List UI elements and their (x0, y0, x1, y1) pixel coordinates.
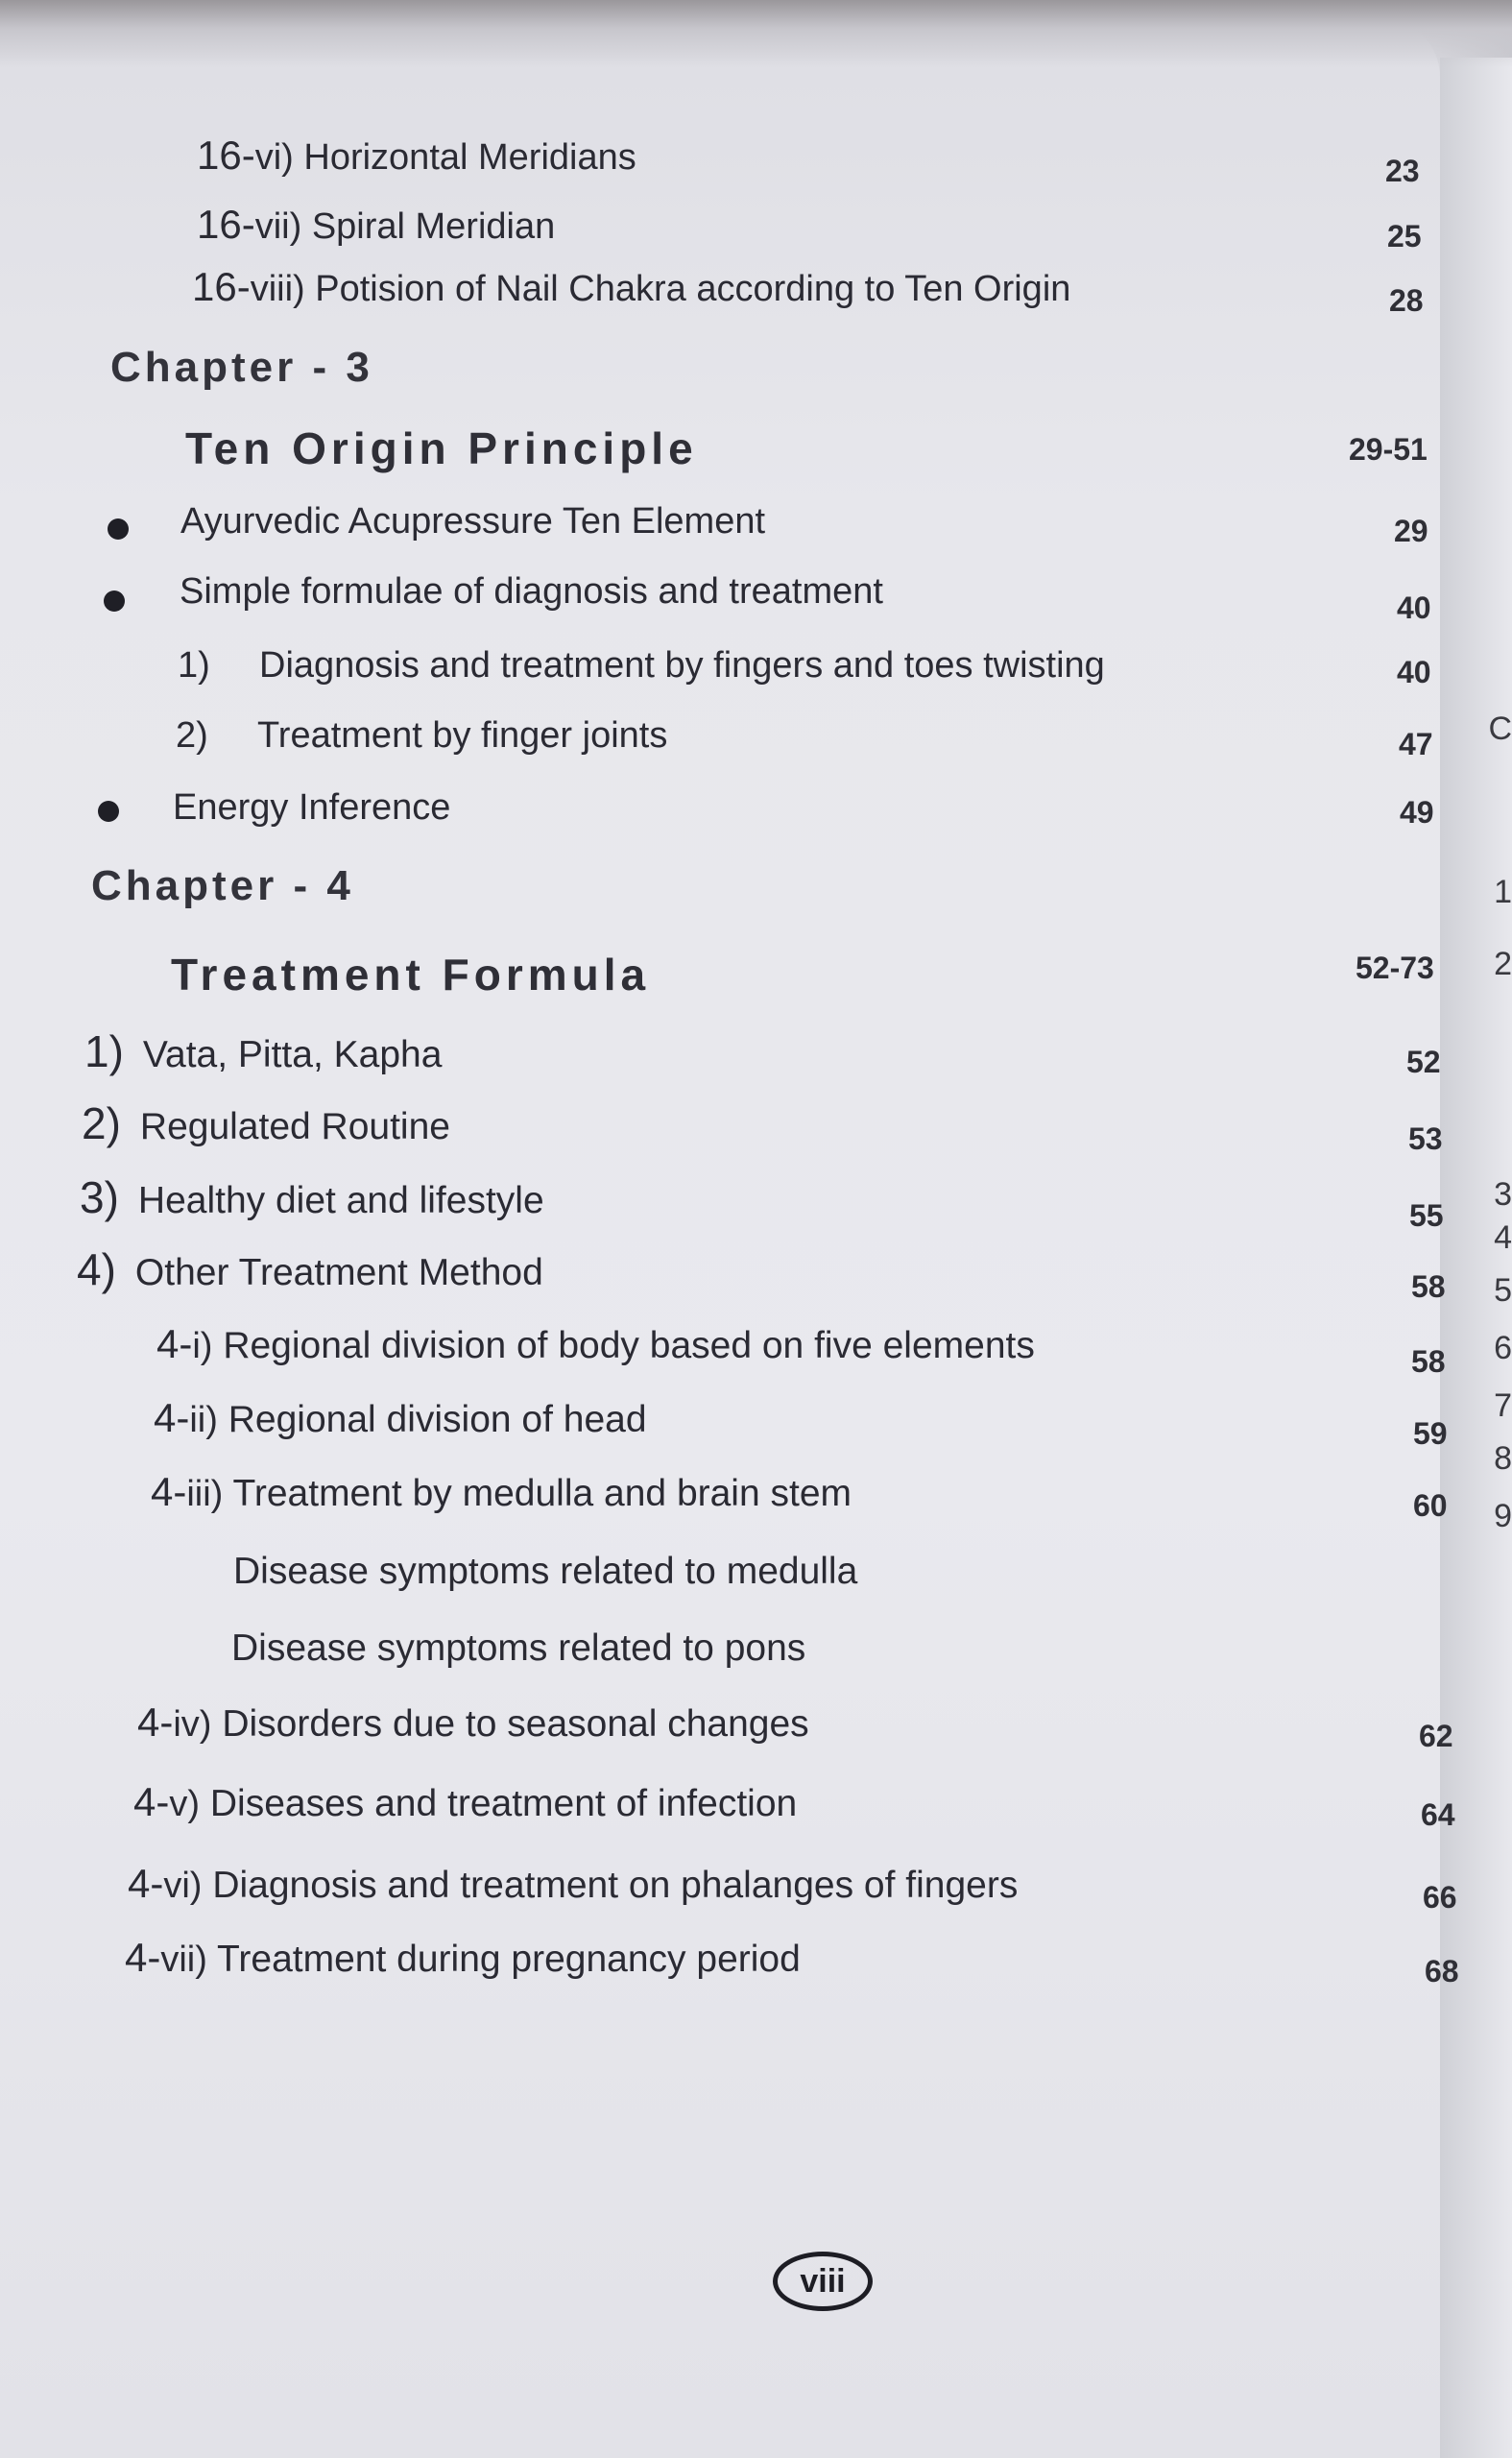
entry-roman: iv) (173, 1704, 212, 1745)
facing-page-char: 1 (1494, 874, 1512, 910)
entry-number: 16- (192, 264, 251, 309)
bullet-icon (104, 590, 125, 612)
entry-page: 23 (1385, 154, 1420, 188)
toc-entry (77, 1243, 543, 1295)
entry-roman: vi) (163, 1866, 203, 1906)
toc-entry (82, 1097, 450, 1149)
entry-title: Regional division of head (228, 1399, 647, 1440)
toc-sub-entry (178, 645, 1105, 687)
entry-title: Potision of Nail Chakra according to Ten Origin (315, 269, 1071, 309)
entry-number: 2) (176, 715, 208, 756)
toc-entry (192, 264, 1070, 310)
page-number-badge: viii (773, 2252, 873, 2311)
entry-number: 1) (84, 1026, 124, 1076)
page-curl-shadow (0, 0, 1512, 67)
chapter-heading: Ten Origin Principle (185, 423, 698, 473)
chapter-label: Chapter - 3 (110, 344, 373, 391)
chapter-page-range: 52-73 (1356, 951, 1434, 985)
entry-title: Regional division of body based on five elements (223, 1325, 1035, 1366)
entry-title: Diseases and treatment of infection (209, 1783, 798, 1824)
entry-page: 52 (1406, 1045, 1441, 1079)
facing-page-char: 2 (1494, 946, 1512, 982)
entry-title: Healthy diet and lifestyle (137, 1180, 544, 1221)
chapter-label: Chapter - 4 (91, 862, 354, 909)
toc-entry-title: Simple formulae of diagnosis and treatment (180, 571, 883, 612)
toc-entry (80, 1171, 544, 1223)
entry-title: Other Treatment Method (134, 1252, 543, 1293)
entry-title: Treatment during pregnancy period (217, 1939, 801, 1980)
entry-roman: ii) (189, 1400, 218, 1440)
entry-number: 1) (178, 645, 210, 686)
facing-page-char: 3 (1494, 1176, 1512, 1213)
toc-sub-entry (125, 1935, 801, 1981)
entry-page: 62 (1419, 1719, 1453, 1753)
entry-title: Spiral Meridian (311, 206, 556, 247)
facing-page-char: 4 (1494, 1219, 1512, 1256)
entry-title: Diagnosis and treatment on phalanges of fingers (212, 1865, 1019, 1906)
entry-number: 4- (125, 1935, 161, 1980)
facing-page-char: 5 (1494, 1272, 1512, 1309)
facing-page-char: 6 (1494, 1330, 1512, 1366)
toc-sub-entry (176, 715, 667, 757)
entry-number: 4- (128, 1861, 164, 1906)
bullet-icon (108, 518, 129, 540)
entry-page: 59 (1413, 1416, 1448, 1451)
entry-page: 40 (1397, 590, 1431, 625)
facing-page-edge (1440, 58, 1512, 2458)
entry-title: Regulated Routine (139, 1106, 450, 1147)
chapter-page-range: 29-51 (1349, 432, 1428, 467)
entry-page: 29 (1394, 514, 1428, 548)
entry-page: 25 (1387, 219, 1422, 253)
entry-page: 28 (1389, 283, 1424, 318)
entry-page: 66 (1423, 1880, 1457, 1915)
entry-number: 16- (197, 133, 255, 178)
entry-title: Diagnosis and treatment by fingers and toes twisting (259, 645, 1105, 686)
entry-page: 60 (1413, 1488, 1448, 1523)
bullet-icon (98, 801, 119, 822)
entry-number: 3) (80, 1172, 119, 1222)
entry-number: 16- (197, 202, 255, 247)
entry-number: 4- (137, 1699, 174, 1745)
entry-title: Vata, Pitta, Kapha (142, 1034, 443, 1075)
entry-number: 4- (133, 1779, 170, 1824)
toc-sub-entry (133, 1779, 797, 1825)
entry-roman: i) (192, 1326, 213, 1366)
entry-number: 2) (82, 1098, 121, 1148)
entry-number: 4- (151, 1469, 187, 1514)
entry-roman: vi) (254, 137, 294, 178)
entry-roman: vii) (160, 1940, 207, 1980)
chapter-heading: Treatment Formula (171, 950, 651, 1000)
toc-entry (197, 133, 636, 179)
entry-title: Treatment by finger joints (257, 715, 668, 756)
facing-page-char: 7 (1494, 1387, 1512, 1424)
entry-title: Disorders due to seasonal changes (222, 1703, 809, 1745)
toc-symptom-entry: Disease symptoms related to pons (231, 1627, 806, 1669)
entry-page: 55 (1409, 1198, 1444, 1233)
entry-roman: v) (169, 1784, 201, 1824)
toc-symptom-entry: Disease symptoms related to medulla (233, 1551, 858, 1592)
toc-entry-title: Ayurvedic Acupressure Ten Element (180, 501, 766, 542)
facing-page-char: C (1488, 711, 1512, 747)
entry-title: Horizontal Meridians (303, 137, 636, 178)
entry-page: 40 (1397, 655, 1431, 689)
entry-number: 4- (154, 1395, 190, 1440)
entry-roman: vii) (254, 206, 302, 247)
entry-page: 68 (1425, 1954, 1459, 1988)
toc-entry-title: Energy Inference (173, 787, 451, 828)
entry-page: 49 (1400, 795, 1434, 830)
entry-number: 4- (156, 1321, 193, 1366)
entry-page: 47 (1399, 727, 1433, 761)
facing-page-char: 8 (1494, 1440, 1512, 1477)
entry-page: 58 (1411, 1269, 1446, 1304)
entry-roman: iii) (186, 1474, 224, 1514)
entry-page: 53 (1408, 1121, 1443, 1156)
toc-sub-entry (151, 1469, 852, 1515)
entry-page: 64 (1421, 1797, 1455, 1832)
entry-roman: viii) (250, 269, 305, 309)
toc-sub-entry (156, 1321, 1035, 1367)
toc-entry (197, 202, 555, 248)
toc-sub-entry (128, 1861, 1018, 1907)
entry-page: 58 (1411, 1344, 1446, 1379)
toc-sub-entry (137, 1699, 809, 1746)
facing-page-char: 9 (1494, 1498, 1512, 1534)
entry-title: Treatment by medulla and brain stem (232, 1473, 852, 1514)
entry-number: 4) (77, 1244, 116, 1294)
toc-entry (84, 1025, 442, 1077)
toc-sub-entry (154, 1395, 647, 1441)
